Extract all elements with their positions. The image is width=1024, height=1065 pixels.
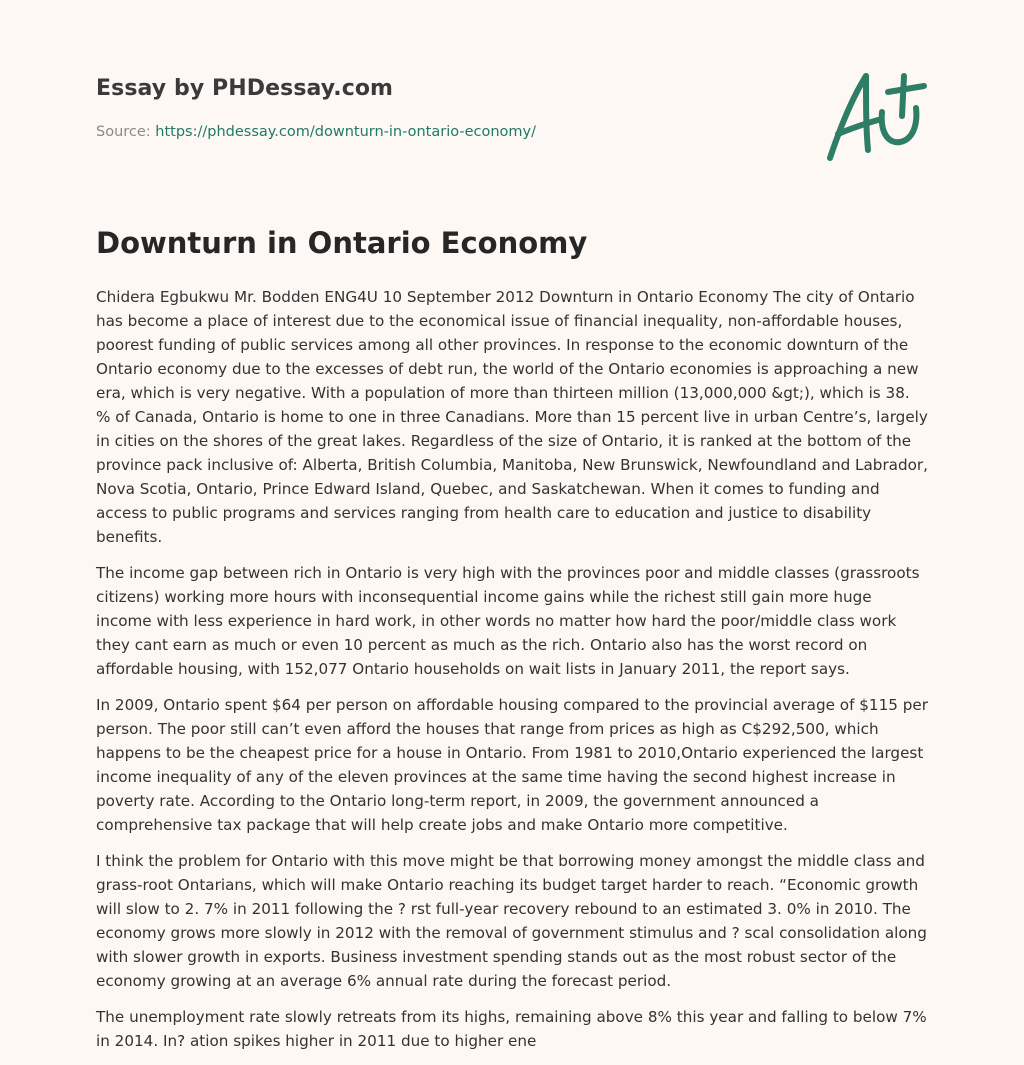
source-label: Source: xyxy=(96,124,156,140)
site-brand: Essay by PHDessay.com xyxy=(96,76,394,101)
essay-body xyxy=(96,285,928,1065)
essay-paragraph: Chidera Egbukwu Mr. Bodden ENG4U 10 September 2012 Downturn in Ontario Economy The city of Ontario has become a place of interest due to the economical issue of financial inequality, non-affordable houses, poorest funding of public services among all other provinces. In response to the economic downturn of the Ontario economy due to the excesses of debt run, the world of the Ontario economies is approaching a new era, which is very negative. With a population of more than thirteen million (13,000,000 &gt;), which is 38. % of Canada, Ontario is home to one in three Canadians. More than 15 percent live in urban Centre’s, largely in cities on the shores of the great lakes. Regardless of the size of Ontario, it is ranked at the bottom of the province pack inclusive of: Alberta, British Columbia, Manitoba, New Brunswick, Newfoundland and Labrador, Nova Scotia, Ontario, Prince Edward Island, Quebec, and Saskatchewan. When it comes to funding and access to public programs and services ranging from health care to education and justice to disability benefits. xyxy=(96,288,928,546)
essay-paragraph: The unemployment rate slowly retreats from its highs, remaining above 8% this year and falling to below 7% in 2014. In? ation spikes higher in 2011 due to higher ene xyxy=(96,1008,927,1050)
essay-paragraph: The income gap between rich in Ontario is very high with the provinces poor and middle classes (grassroots citizens) working more hours with inconsequential income gains while the richest still gain more huge income with less experience in hard work, in other words no matter how hard the poor/middle class work they cant earn as much or even 10 percent as much as the rich. Ontario also has the worst record on affordable housing, with 152,077 Ontario households on wait lists in January 2011, the report says. xyxy=(96,564,920,678)
source-line xyxy=(96,124,536,140)
essay-title: Downturn in Ontario Economy xyxy=(96,226,588,260)
a-plus-logo-icon xyxy=(820,66,932,166)
source-link[interactable]: https://phdessay.com/downturn-in-ontario-economy/ xyxy=(155,124,537,140)
essay-paragraph: I think the problem for Ontario with this move might be that borrowing money amongst the middle class and grass-root Ontarians, which will make Ontario reaching its budget target harder to reach. “Economic growth will slow to 2. 7% in 2011 following the ? rst full-year recovery rebound to an estimated 3. 0% in 2010. The economy grows more slowly in 2012 with the removal of government stimulus and ? scal consolidation along with slower growth in exports. Business investment spending stands out as the most robust sector of the economy growing at an average 6% annual rate during the forecast period. xyxy=(96,852,927,990)
essay-paragraph: In 2009, Ontario spent $64 per person on affordable housing compared to the provincial average of $115 per person. The poor still can’t even afford the houses that range from prices as high as C$292,500, which happens to be the cheapest price for a house in Ontario. From 1981 to 2010,Ontario experienced the largest income inequality of any of the eleven provinces at the same time having the second highest increase in poverty rate. According to the Ontario long-term report, in 2009, the government announced a comprehensive tax package that will help create jobs and make Ontario more competitive. xyxy=(96,696,928,834)
